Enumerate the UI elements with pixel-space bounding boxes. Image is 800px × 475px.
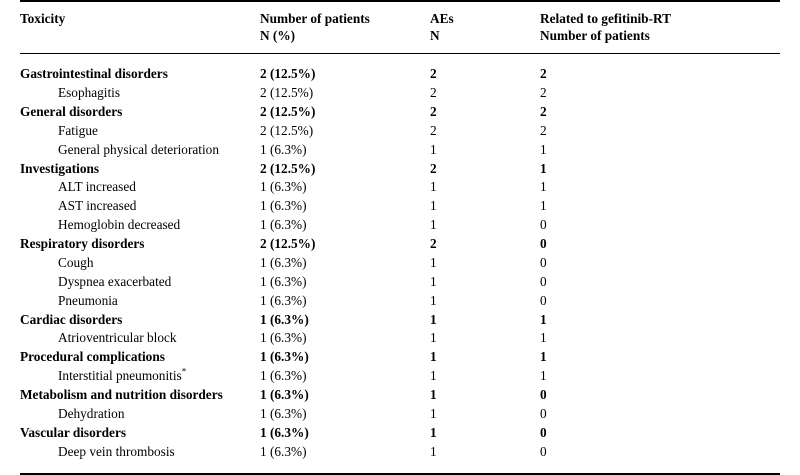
cell-related: 0 <box>540 236 547 252</box>
cell-aes: 2 <box>430 160 437 176</box>
cell-number-of-patients: 2 (12.5%) <box>260 85 314 101</box>
cell-aes: 2 <box>430 85 437 101</box>
cell-number-of-patients: 2 (12.5%) <box>260 160 316 176</box>
cell-related: 1 <box>540 311 547 327</box>
table-row <box>20 386 780 405</box>
cell-aes: 1 <box>430 387 437 403</box>
table-row <box>20 84 780 103</box>
toxicity-item-label: Deep vein thrombosis <box>58 443 175 459</box>
cell-number-of-patients: 1 (6.3%) <box>260 368 307 384</box>
toxicity-item-label: Fatigue <box>58 122 98 138</box>
cell-aes: 1 <box>430 273 437 289</box>
table-row <box>20 65 780 84</box>
table-row <box>20 254 780 273</box>
cell-aes: 1 <box>430 217 437 233</box>
cell-related: 2 <box>540 122 547 138</box>
cell-aes: 1 <box>430 179 437 195</box>
toxicity-item-label: Hemoglobin decreased <box>58 217 181 233</box>
cell-aes: 1 <box>430 330 437 346</box>
cell-related: 0 <box>540 273 547 289</box>
table-row <box>20 216 780 235</box>
cell-number-of-patients: 1 (6.3%) <box>260 311 309 327</box>
cell-aes: 2 <box>430 103 437 119</box>
table-row <box>20 405 780 424</box>
toxicity-item-label: Dyspnea exacerbated <box>58 273 172 289</box>
table-row <box>20 235 780 254</box>
table-row <box>20 122 780 141</box>
cell-related: 0 <box>540 424 547 440</box>
table-row <box>20 160 780 179</box>
table-row <box>20 348 780 367</box>
cell-aes: 1 <box>430 424 437 440</box>
table-row <box>20 141 780 160</box>
table-row <box>20 197 780 216</box>
toxicity-table <box>20 0 780 475</box>
cell-aes: 1 <box>430 198 437 214</box>
cell-number-of-patients: 1 (6.3%) <box>260 424 309 440</box>
cell-related: 1 <box>540 179 547 195</box>
cell-number-of-patients: 1 (6.3%) <box>260 141 307 157</box>
cell-related: 2 <box>540 103 547 119</box>
cell-number-of-patients: 1 (6.3%) <box>260 387 309 403</box>
toxicity-item-label: General physical deterioration <box>58 141 219 157</box>
cell-aes: 1 <box>430 443 437 459</box>
toxicity-item-label: Pneumonia <box>58 292 118 308</box>
toxicity-item-label: Cough <box>58 254 94 270</box>
table-header <box>20 1 780 65</box>
cell-number-of-patients: 1 (6.3%) <box>260 443 307 459</box>
cell-number-of-patients: 2 (12.5%) <box>260 122 314 138</box>
column-header-aes-label: AEs <box>430 11 454 26</box>
table-row <box>20 424 780 443</box>
cell-aes: 1 <box>430 311 437 327</box>
cell-related: 0 <box>540 254 547 270</box>
toxicity-item-label: Atrioventricular block <box>58 330 177 346</box>
table-row <box>20 329 780 348</box>
cell-aes: 1 <box>430 292 437 308</box>
cell-number-of-patients: 1 (6.3%) <box>260 217 307 233</box>
cell-number-of-patients: 1 (6.3%) <box>260 254 307 270</box>
cell-number-of-patients: 1 (6.3%) <box>260 349 309 365</box>
table-row <box>20 103 780 122</box>
table-row <box>20 292 780 311</box>
column-header-number-of-patients <box>260 2 430 54</box>
cell-number-of-patients: 1 (6.3%) <box>260 330 307 346</box>
cell-number-of-patients: 1 (6.3%) <box>260 179 307 195</box>
toxicity-item-label: ALT increased <box>58 179 136 195</box>
cell-number-of-patients: 2 (12.5%) <box>260 103 316 119</box>
toxicity-group-label: Metabolism and nutrition disorders <box>20 387 223 403</box>
column-header-number-of-patients-sublabel: N (%) <box>260 27 296 43</box>
cell-number-of-patients: 1 (6.3%) <box>260 292 307 308</box>
table-header-spacer <box>20 54 780 65</box>
toxicity-item-label: Dehydration <box>58 405 125 421</box>
cell-aes: 1 <box>430 254 437 270</box>
cell-aes: 1 <box>430 368 437 384</box>
column-header-toxicity-label: Toxicity <box>20 11 66 26</box>
cell-aes: 2 <box>430 122 437 138</box>
table-footer-spacer <box>20 462 780 474</box>
cell-related: 2 <box>540 85 547 101</box>
cell-number-of-patients: 1 (6.3%) <box>260 198 307 214</box>
cell-aes: 2 <box>430 236 437 252</box>
toxicity-group-label: Respiratory disorders <box>20 236 145 252</box>
table-row <box>20 443 780 462</box>
table-header-row <box>20 2 780 54</box>
cell-aes: 2 <box>430 66 437 82</box>
toxicity-item-label: Interstitial pneumonitis* <box>58 366 187 384</box>
cell-number-of-patients: 2 (12.5%) <box>260 236 316 252</box>
cell-related: 0 <box>540 292 547 308</box>
cell-number-of-patients: 1 (6.3%) <box>260 405 307 421</box>
table-footer <box>20 462 780 475</box>
cell-related: 1 <box>540 160 547 176</box>
column-header-aes-sublabel: N <box>430 27 440 43</box>
cell-aes: 1 <box>430 141 437 157</box>
table-row <box>20 311 780 330</box>
column-header-number-of-patients-label: Number of patients <box>260 11 370 26</box>
toxicity-group-label: General disorders <box>20 103 123 119</box>
cell-related: 1 <box>540 141 547 157</box>
column-header-related-sublabel: Number of patients <box>540 27 650 43</box>
toxicity-item-label: Esophagitis <box>58 85 121 101</box>
cell-number-of-patients: 2 (12.5%) <box>260 66 316 82</box>
toxicity-item-label: AST increased <box>58 198 137 214</box>
cell-related: 0 <box>540 387 547 403</box>
cell-aes: 1 <box>430 405 437 421</box>
column-header-toxicity <box>20 2 260 54</box>
table-bottom-rule <box>20 474 780 475</box>
footnote-marker: * <box>181 366 187 377</box>
toxicity-group-label: Gastrointestinal disorders <box>20 66 168 82</box>
toxicity-group-label: Vascular disorders <box>20 424 127 440</box>
cell-number-of-patients: 1 (6.3%) <box>260 273 307 289</box>
column-header-related-label: Related to gefitinib-RT <box>540 11 672 26</box>
toxicity-group-label: Procedural complications <box>20 349 165 365</box>
cell-related: 1 <box>540 198 547 214</box>
toxicity-group-label: Cardiac disorders <box>20 311 123 327</box>
cell-related: 0 <box>540 217 547 233</box>
cell-related: 0 <box>540 405 547 421</box>
cell-related: 2 <box>540 66 547 82</box>
cell-related: 1 <box>540 349 547 365</box>
cell-related: 1 <box>540 330 547 346</box>
toxicity-group-label: Investigations <box>20 160 100 176</box>
column-header-related <box>540 2 780 54</box>
cell-aes: 1 <box>430 349 437 365</box>
cell-related: 1 <box>540 368 547 384</box>
cell-related: 0 <box>540 443 547 459</box>
table-row <box>20 273 780 292</box>
table-body <box>20 65 780 461</box>
table-row <box>20 178 780 197</box>
table-row <box>20 367 780 386</box>
column-header-aes <box>430 2 540 54</box>
